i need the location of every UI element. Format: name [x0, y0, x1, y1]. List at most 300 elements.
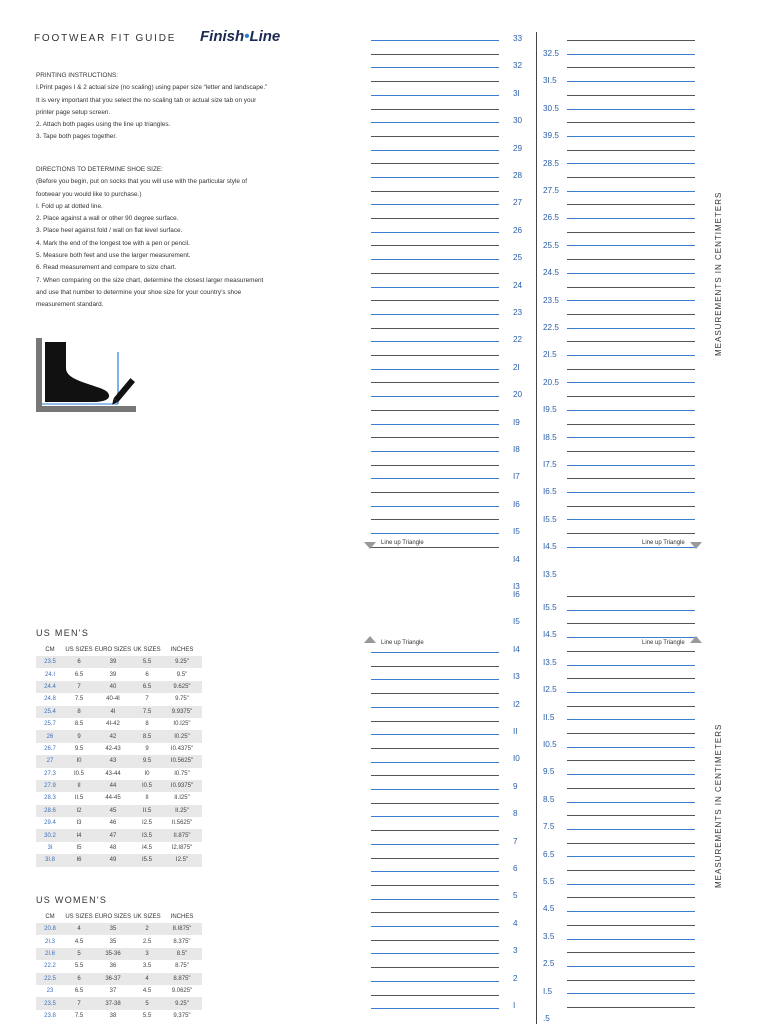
table-cell: 44 [94, 780, 132, 792]
directions-line: 2. Place against a wall or other 90 degree surface. [36, 215, 179, 223]
ruler-line [567, 396, 695, 397]
ruler-line [567, 465, 695, 466]
ruler-tick-label: 5.5 [543, 877, 555, 886]
table-cell: 20.8 [36, 923, 64, 935]
ruler-tick-label: I5 [513, 617, 520, 627]
ruler-line [567, 678, 695, 679]
ruler-line [371, 519, 499, 520]
ruler-line [567, 774, 695, 775]
ruler-line [371, 245, 499, 246]
ruler-line [567, 829, 695, 830]
table-cell: 9.625" [162, 681, 202, 693]
ruler-line [567, 54, 695, 55]
ruler-line [567, 856, 695, 857]
ruler-tick-label: I3.5 [543, 657, 557, 667]
ruler-line [567, 692, 695, 693]
printing-line: It is very important that you select the no scaling tab or actual size tab on your [36, 96, 257, 104]
ruler-line [371, 355, 499, 356]
ruler-tick-label: 5 [513, 891, 518, 901]
ruler-line [567, 218, 695, 219]
table-cell: I4.5 [141, 845, 152, 852]
ruler-line [371, 830, 499, 831]
ruler-line [567, 884, 695, 885]
table-cell: 8.I875" [162, 923, 202, 935]
ruler-line [567, 177, 695, 178]
ruler-line [371, 40, 499, 41]
ruler-line [567, 1007, 695, 1008]
ruler-line [371, 885, 499, 886]
directions-heading: DIRECTIONS TO DETERMINE SHOE SIZE: [36, 166, 163, 173]
ruler-line [567, 547, 695, 548]
ruler-line [371, 775, 499, 776]
page-title: FOOTWEAR FIT GUIDE [34, 33, 177, 44]
table-cell: 7.5 [74, 696, 84, 703]
table-cell: I2.I875" [171, 845, 193, 852]
ruler-line [371, 721, 499, 722]
table-cell: 28.3 [44, 795, 56, 802]
ruler-line [371, 981, 499, 982]
ruler-line [371, 871, 499, 872]
ruler-line [567, 719, 695, 720]
column-header-cm: CM [45, 913, 55, 920]
table-cell: I0.4375" [170, 745, 194, 752]
table-cell: 8.75" [175, 963, 189, 970]
ruler-line [371, 396, 499, 397]
table-row [36, 693, 202, 705]
table-cell: II.5 [132, 805, 162, 817]
table-cell: 49 [94, 854, 132, 866]
ruler-line [567, 843, 695, 844]
table-cell: 6 [64, 973, 94, 985]
line-up-triangle-label: Line up Triangle [642, 540, 685, 546]
ruler-line [371, 341, 499, 342]
ruler-center-line [536, 32, 537, 1024]
ruler-line [371, 789, 499, 790]
table-cell: 9 [145, 745, 149, 752]
logo-dot-icon: • [244, 28, 250, 45]
ruler-tick-label: 30.5 [543, 103, 559, 113]
table-cell: 36 [109, 963, 117, 970]
logo-text-left: Finish [200, 28, 245, 45]
ruler-tick-label: 29 [513, 143, 523, 153]
printing-line: printer page setup screen. [36, 108, 111, 116]
ruler-tick-label: 9.5 [543, 767, 555, 777]
directions-line: footwear you would like to purchase.) [36, 190, 142, 198]
directions-line: 4. Mark the end of the longest toe with a pen or pencil. [36, 239, 190, 247]
table-cell: I4 [64, 829, 94, 841]
table-cell: 22.2 [44, 963, 56, 970]
ruler-line [371, 259, 499, 260]
ruler-line [567, 802, 695, 803]
table-cell: 22.5 [36, 973, 64, 985]
ruler-line [567, 81, 695, 82]
ruler-line [371, 844, 499, 845]
ruler-line [567, 300, 695, 301]
ruler-tick-label: .5 [543, 1014, 550, 1023]
ruler-tick-label: 6.5 [543, 849, 555, 859]
ruler-tick-label: 26 [513, 225, 523, 235]
table-cell: II.5625" [171, 820, 193, 827]
ruler-line [567, 980, 695, 981]
ruler-line [371, 707, 499, 708]
ruler-line [371, 1008, 499, 1009]
table-row [36, 743, 202, 755]
table-row [36, 681, 202, 693]
ruler-line [567, 492, 695, 493]
table-cell: 39 [94, 656, 132, 668]
column-header-euro: EURO SIZES [94, 646, 132, 653]
ruler-line [371, 940, 499, 941]
table-cell: I0.5 [73, 770, 84, 777]
table-cell: 35 [109, 938, 117, 945]
ruler-line [567, 328, 695, 329]
ruler-line [371, 382, 499, 383]
ruler-tick-label: 9 [513, 781, 518, 791]
ruler-tick-label: I4 [513, 644, 520, 654]
table-cell: 36-37 [94, 973, 132, 985]
ruler-line [371, 122, 499, 123]
table-cell: 3 [132, 948, 162, 960]
table-cell: 3.5 [142, 963, 152, 970]
table-cell: 4I-42 [106, 721, 120, 728]
ruler-line [567, 109, 695, 110]
table-cell: 37 [109, 988, 117, 995]
ruler-tick-label: I9.5 [543, 405, 557, 415]
ruler-line [371, 437, 499, 438]
ruler-tick-label: 32.5 [543, 49, 559, 58]
triangle-up-icon [364, 636, 376, 644]
ruler-tick-label: I4 [513, 554, 520, 564]
table-cell: 37-38 [94, 997, 132, 1009]
ruler-tick-label: 20 [513, 390, 523, 400]
ruler-line [567, 993, 695, 994]
table-cell: 25.7 [44, 721, 56, 728]
line-up-triangle-label: Line up Triangle [381, 540, 424, 546]
table-cell: 4 [64, 923, 94, 935]
ruler-line [567, 706, 695, 707]
ruler-line [567, 245, 695, 246]
table-cell: 5 [132, 997, 162, 1009]
ruler-line [371, 666, 499, 667]
ruler-line [371, 136, 499, 137]
ruler-tick-label: 32 [513, 61, 523, 71]
ruler-tick-label: 7.5 [543, 822, 555, 832]
table-row [36, 948, 202, 960]
ruler-line [567, 815, 695, 816]
ruler-line [567, 437, 695, 438]
table-cell: I3 [76, 820, 82, 827]
ruler-tick-label: 4.5 [543, 904, 555, 914]
table-cell: 2.5 [142, 938, 152, 945]
ruler-tick-label: 6 [513, 864, 518, 873]
printing-line: 2. Attach both pages using the line up triangles. [36, 121, 171, 129]
table-cell: I2 [64, 805, 94, 817]
ruler-line [371, 803, 499, 804]
ruler-line [371, 177, 499, 178]
table-cell: 44-45 [105, 795, 121, 802]
table-cell: 35 [94, 923, 132, 935]
triangle-down-icon [364, 542, 376, 550]
ruler-line [371, 953, 499, 954]
table-cell: 7.5 [132, 706, 162, 718]
ruler-line [567, 952, 695, 953]
table-cell: 39 [109, 671, 117, 678]
table-row [36, 668, 202, 680]
ruler-tick-label: 8 [513, 809, 518, 819]
ruler-tick-label: 26.5 [543, 213, 559, 223]
ruler-line [567, 204, 695, 205]
ruler-tick-label: 8.5 [543, 794, 555, 804]
ruler-line [567, 925, 695, 926]
ruler-tick-label: 4 [513, 918, 518, 928]
table-cell: 9.0625" [171, 988, 193, 995]
ruler-line [567, 341, 695, 342]
directions [36, 164, 296, 312]
ruler-line [567, 760, 695, 761]
table-cell: I0.25" [162, 730, 202, 742]
ruler-line [371, 679, 499, 680]
ruler-line [567, 519, 695, 520]
ruler-tick-label: 22 [513, 335, 523, 345]
table-row [36, 755, 202, 767]
ruler-line [371, 95, 499, 96]
ruler-line [567, 410, 695, 411]
ruler-line [567, 623, 695, 624]
table-cell: 28.6 [36, 805, 64, 817]
table-cell: 42-43 [105, 745, 121, 752]
ruler-line [567, 424, 695, 425]
table-cell: 8.875" [162, 973, 202, 985]
ruler-tick-label: 33 [513, 34, 523, 43]
table-cell: 6.5 [132, 681, 162, 693]
ruler-line [371, 314, 499, 315]
triangle-down-icon [690, 542, 702, 550]
ruler-tick-label: I6 [513, 499, 520, 509]
column-header-us: US SIZES [65, 646, 93, 653]
ruler-tick-label: I5.5 [543, 514, 557, 524]
table-cell: 47 [94, 829, 132, 841]
ruler-line [567, 788, 695, 789]
table-cell: I0.5625" [162, 755, 202, 767]
ruler-line [371, 150, 499, 151]
ruler-tick-label: I8 [513, 445, 520, 454]
line-up-triangle-label: Line up Triangle [381, 640, 424, 646]
ruler-line [567, 596, 695, 597]
ruler-line [567, 533, 695, 534]
table-cell: 40 [94, 681, 132, 693]
table-cell: 30.2 [36, 829, 64, 841]
table-cell: I0 [64, 755, 94, 767]
ruler-line [567, 122, 695, 123]
table-cell: 8.5 [74, 721, 84, 728]
ruler-vertical-label: MEASUREMENTS IN CENTIMETERS [714, 191, 723, 356]
ruler-line [371, 465, 499, 466]
directions-line: 5. Measure both feet and use the larger measurement. [36, 252, 191, 260]
ruler-tick-label: I5 [513, 527, 520, 537]
ruler-line [371, 410, 499, 411]
table-cell: 42 [94, 730, 132, 742]
womens-title: US WOMEN'S [36, 895, 108, 905]
table-cell: 6.5 [74, 671, 84, 678]
triangle-up-icon [690, 636, 702, 644]
ruler-tick-label: 24.5 [543, 268, 559, 278]
table-cell: 23.5 [36, 656, 64, 668]
ruler-tick-label: I5.5 [543, 603, 557, 612]
table-cell: 9.5 [74, 745, 84, 752]
ruler-line [567, 40, 695, 41]
table-cell: 7.5 [74, 1012, 84, 1019]
ruler-line [371, 748, 499, 749]
table-row [36, 973, 202, 985]
table-row [36, 805, 202, 817]
table-cell: II.5 [74, 795, 84, 802]
table-cell: 26.7 [44, 745, 56, 752]
table-cell: 5.5 [74, 963, 84, 970]
ruler-line [567, 163, 695, 164]
table-row [36, 985, 202, 997]
ruler-tick-label: I9 [513, 417, 520, 427]
table-row [36, 960, 202, 972]
table-row [36, 997, 202, 1009]
ruler-line [567, 665, 695, 666]
table-cell: 4I [94, 706, 132, 718]
ruler-line [567, 314, 695, 315]
table-row [36, 656, 202, 668]
table-cell: 9.75" [175, 696, 189, 703]
ruler-line [567, 747, 695, 748]
finishline-logo [200, 28, 280, 45]
column-header-uk: UK SIZES [133, 913, 161, 920]
table-cell: 26 [36, 730, 64, 742]
ruler-line [371, 652, 499, 653]
ruler-line [371, 506, 499, 507]
ruler-tick-label: I3 [513, 582, 520, 591]
table-cell: 8 [145, 721, 149, 728]
ruler-line [567, 610, 695, 611]
ruler-tick-label: I0.5 [543, 740, 557, 749]
directions-line: 6. Read measurement and compare to size chart. [36, 264, 177, 272]
table-cell: II.25" [162, 805, 202, 817]
table-cell: II [145, 795, 149, 802]
ruler-line [371, 533, 499, 534]
directions-line: 7. When comparing on the size chart, determine the closest larger measurement [36, 276, 264, 284]
table-cell: I0.I25" [173, 721, 191, 728]
table-cell: 23.5 [36, 997, 64, 1009]
ruler-tick-label: 3I [513, 88, 520, 98]
ruler-tick-label: I [513, 1001, 516, 1010]
ruler-tick-label: I0 [513, 754, 520, 764]
ruler-line [371, 273, 499, 274]
directions-line: I. Fold up at dotted line. [36, 202, 103, 210]
ruler-line [567, 287, 695, 288]
table-cell: 25.4 [36, 706, 64, 718]
table-cell: 9.375" [173, 1012, 191, 1019]
table-cell: 2I.6 [36, 948, 64, 960]
table-cell: 6 [64, 656, 94, 668]
ruler-line [567, 273, 695, 274]
table-cell: II.I25" [174, 795, 190, 802]
table-cell: 7 [64, 997, 94, 1009]
table-cell: I5 [76, 845, 82, 852]
table-cell: 27.9 [36, 780, 64, 792]
ruler-line [567, 870, 695, 871]
table-row [36, 829, 202, 841]
table-cell: 6.5 [74, 988, 84, 995]
ruler-line [567, 506, 695, 507]
table-cell: II.875" [162, 829, 202, 841]
table-cell: 8 [64, 706, 94, 718]
ruler-line [371, 81, 499, 82]
ruler-line [371, 369, 499, 370]
ruler-line [567, 651, 695, 652]
table-row [36, 1010, 202, 1022]
table-cell: 38 [109, 1012, 117, 1019]
column-header-cm: CM [45, 646, 55, 653]
ruler-line [567, 966, 695, 967]
ruler-tick-label: 28 [513, 171, 523, 180]
table-row [36, 935, 202, 947]
table-cell: 3I [47, 845, 53, 852]
column-header-euro: EURO SIZES [94, 913, 132, 920]
table-cell: 24.8 [44, 696, 56, 703]
ruler-tick-label: I6 [513, 590, 520, 599]
ruler-line [567, 67, 695, 68]
ruler-line [567, 897, 695, 898]
column-header-inches: INCHES [170, 913, 194, 920]
column-header-inches: INCHES [170, 646, 194, 653]
ruler-vertical-label: MEASUREMENTS IN CENTIMETERS [714, 723, 723, 888]
table-cell: 9.25" [162, 656, 202, 668]
printing-line: 3. Tape both pages together. [36, 133, 117, 141]
ruler-tick-label: 3.5 [543, 931, 555, 941]
table-cell: I0.9375" [162, 780, 202, 792]
table-cell: 48 [109, 845, 117, 852]
table-cell: 9.9375" [162, 706, 202, 718]
table-row [36, 792, 202, 804]
ruler-line [371, 995, 499, 996]
table-cell: 24.4 [36, 681, 64, 693]
ruler-tick-label: I8.5 [543, 432, 557, 442]
table-cell: 45 [94, 805, 132, 817]
ruler-line [371, 451, 499, 452]
table-cell: 8.5 [132, 730, 162, 742]
table-row [36, 718, 202, 730]
ruler-line [371, 232, 499, 233]
table-cell: 6 [145, 671, 149, 678]
ruler-tick-label: 3I.5 [543, 76, 557, 86]
table-row [36, 854, 202, 866]
ruler-tick-label: 22.5 [543, 323, 559, 332]
foot-measure-illustration-icon [36, 338, 146, 414]
ruler-tick-label: I3.5 [543, 569, 557, 579]
ruler-tick-label: I6.5 [543, 487, 557, 497]
column-header-uk: UK SIZES [133, 646, 161, 653]
table-row [36, 706, 202, 718]
ruler-tick-label: 24 [513, 280, 523, 290]
table-cell: I3.5 [132, 829, 162, 841]
mens-size-table [36, 643, 202, 867]
ruler-line [371, 328, 499, 329]
ruler-line [371, 424, 499, 425]
table-cell: 7 [64, 681, 94, 693]
ruler-line [371, 734, 499, 735]
table-cell: 43 [94, 755, 132, 767]
table-row [36, 817, 202, 829]
ruler-tick-label: 3 [513, 946, 518, 956]
printing-instructions [36, 70, 296, 144]
ruler-line [371, 762, 499, 763]
table-cell: I2.5 [141, 820, 152, 827]
